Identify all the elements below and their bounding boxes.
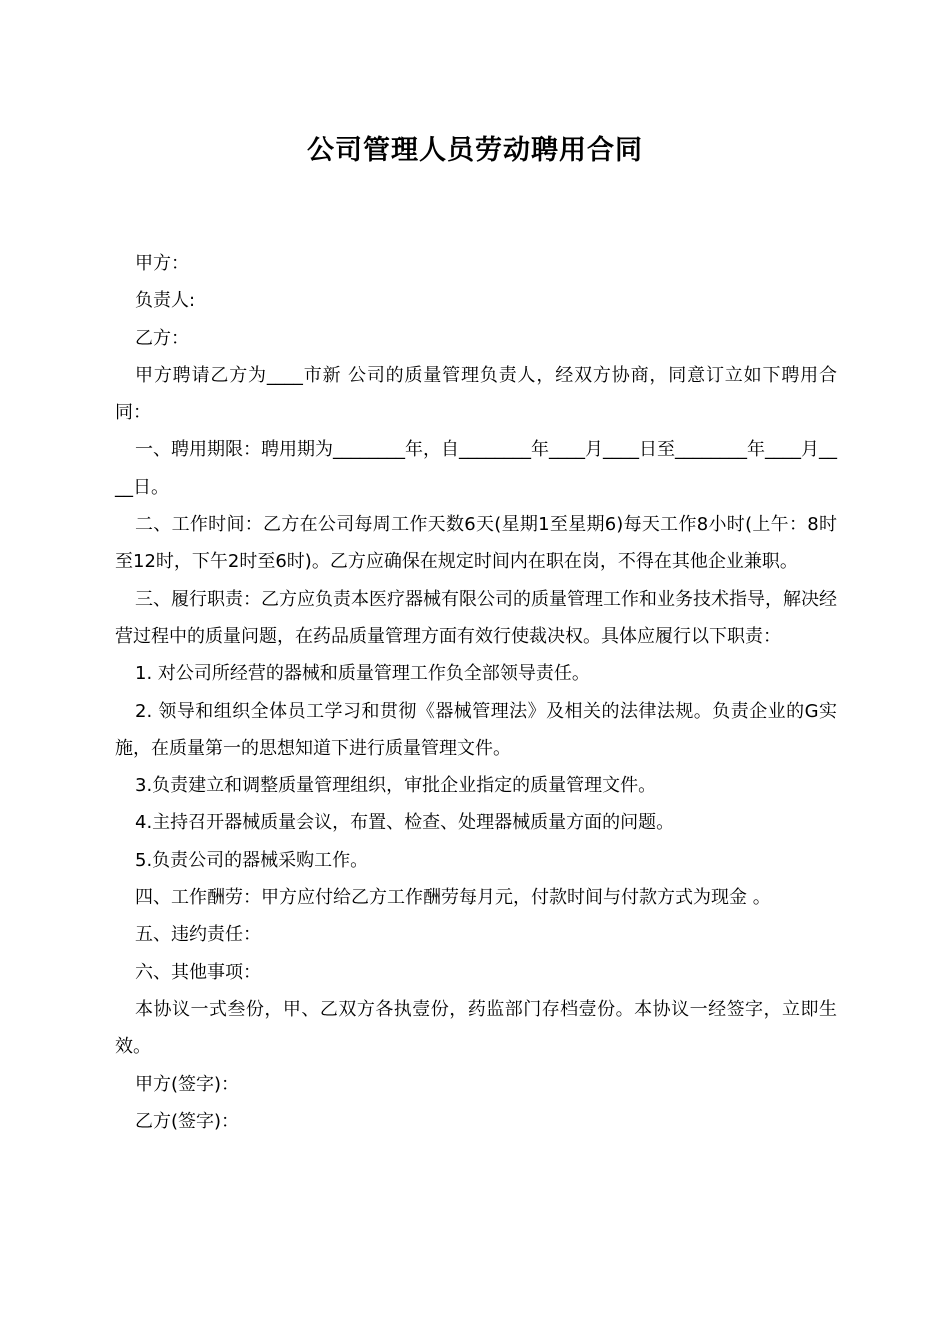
clause-term: 一、聘用期限：聘用期为________年，自________年____月____日至________年____月____日。	[115, 439, 837, 498]
party-b-signature: 乙方(签字)：	[135, 1110, 240, 1132]
copies-paragraph: 本协议一式叁份，甲、乙双方各执壹份，药监部门存档壹份。本协议一经签字，立即生效。	[115, 998, 837, 1058]
duty-item: 4.主持召开器械质量会议，布置、检查、处理器械质量方面的问题。	[135, 812, 675, 834]
clause-other-matters: 六、其他事项：	[135, 961, 261, 983]
clause-duties: 三、履行职责：乙方应负责本医疗器械有限公司的质量管理工作和业务技术指导，解决经营过程中的质量问题，在药品质量管理方面有效行使裁决权。具体应履行以下职责：	[115, 588, 837, 647]
clause-working-hours: 二、工作时间：乙方在公司每周工作天数6天(星期1至星期6)每天工作8小时(上午：8时至12时，下午2时至6时)。乙方应确保在规定时间内在职在岗，不得在其他企业兼职。	[115, 514, 837, 573]
party-b-line: 乙方：	[135, 327, 189, 349]
party-a-line: 甲方：	[135, 253, 189, 274]
document-body	[115, 245, 837, 1140]
intro-paragraph: 甲方聘请乙方为____市新 公司的质量管理负责人，经双方协商，同意订立如下聘用合同：	[115, 364, 837, 424]
clause-liability: 五、违约责任：	[135, 924, 261, 946]
duty-item: 3.负责建立和调整质量管理组织，审批企业指定的质量管理文件。	[135, 775, 657, 797]
duty-item: 1. 对公司所经营的器械和质量管理工作负全部领导责任。	[135, 663, 590, 685]
party-a-signature: 甲方(签字)：	[135, 1073, 240, 1095]
representative-line: 负责人:	[135, 290, 196, 312]
duty-item: 2. 领导和组织全体员工学习和贯彻《器械管理法》及相关的法律法规。负责企业的G实施，在质量第一的思想知道下进行质量管理文件。	[115, 700, 837, 759]
document-title: 公司管理人员劳动聘用合同	[307, 135, 643, 166]
clause-remuneration: 四、工作酬劳：甲方应付给乙方工作酬劳每月元，付款时间与付款方式为现金 。	[135, 887, 771, 909]
duty-item: 5.负责公司的器械采购工作。	[135, 849, 369, 871]
